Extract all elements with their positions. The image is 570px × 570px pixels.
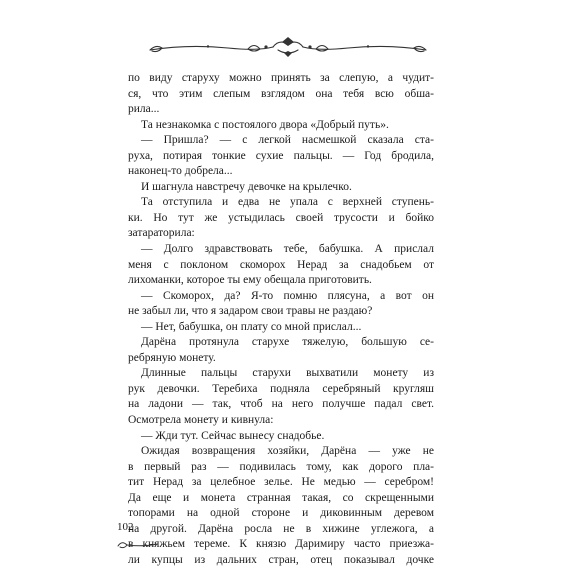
text-line: в первый раз — подивилась тому, как дорого пла- xyxy=(128,460,434,473)
text-line: топорами на одной стороне и диковинным деревом xyxy=(128,507,434,520)
text-line: ребряную монету. xyxy=(128,351,216,364)
text-line: — Долго здравствовать тебе, бабушка. А прислал xyxy=(141,243,434,256)
text-line: по виду старуху можно принять за слепую, а чудит- xyxy=(128,72,434,84)
text-line: на ладони — так, чтоб на него получше падал свет. xyxy=(128,398,434,411)
text-line: Та незнакомка с постоялого двора «Добрый путь». xyxy=(141,118,389,131)
text-line: ли купцы из дальних стран, отец показывал дочке xyxy=(128,553,434,566)
text-line: в княжьем тереме. К князю Даримиру часто приезжа- xyxy=(128,538,434,551)
text-line: руха, потирая тонкие сухие пальцы. — Год бродила, xyxy=(128,149,434,162)
text-line: не забыл ли, что я задаром свои травы не раздаю? xyxy=(128,305,373,318)
text-line: Длинные пальцы старухи выхватили монету из xyxy=(141,367,434,380)
text-line: Да еще и монета странная такая, со скрещенными xyxy=(128,491,434,504)
text-line: — Нет, бабушка, он плату со мной прислал... xyxy=(141,320,362,333)
text-line: Дарёна протянула старухе тяжелую, большую се- xyxy=(141,336,434,349)
text-line: рила... xyxy=(128,103,160,116)
bottom-ornament-icon xyxy=(116,538,160,552)
text-line: меня с поклоном скоморох Нерад за снадобьем от xyxy=(128,258,434,271)
text-line: Та отступила и едва не упала с верхней ступень- xyxy=(141,196,434,209)
text-line: — Жди тут. Сейчас вынесу снадобье. xyxy=(141,429,325,442)
text-line: — Скоморох, да? Я-то помню плясуна, а вот он xyxy=(141,289,434,302)
text-line: на другой. Дарёна росла не в хижине углежога, а xyxy=(128,522,434,535)
text-line: — Пришла? — с легкой насмешкой сказала ста- xyxy=(141,134,434,147)
top-ornament-icon xyxy=(148,36,428,60)
text-line: затараторила: xyxy=(128,227,195,240)
body-text xyxy=(128,71,434,569)
text-line: И шагнула навстречу девочке на крылечко. xyxy=(141,180,352,193)
text-line: ся, что этим слепым взглядом она тебя всю обша- xyxy=(128,87,434,100)
text-line: лихоманки, которое ты ему обещала приготовить. xyxy=(128,274,372,287)
text-line: наконец-то добрела... xyxy=(128,165,233,178)
text-line: Ожидая возвращения хозяйки, Дарёна — уже не xyxy=(141,445,434,458)
text-line: рук девочки. Теребиха подняла серебряный кругляш xyxy=(128,382,434,395)
text-line: тит Нерад за целебное зелье. Не медью — серебром! xyxy=(128,476,434,489)
text-line: ки. Но тут же устыдилась своей трусости и бойко xyxy=(128,211,434,224)
page-number: 102 xyxy=(117,521,134,533)
text-line: Осмотрела монету и кивнула: xyxy=(128,414,274,427)
